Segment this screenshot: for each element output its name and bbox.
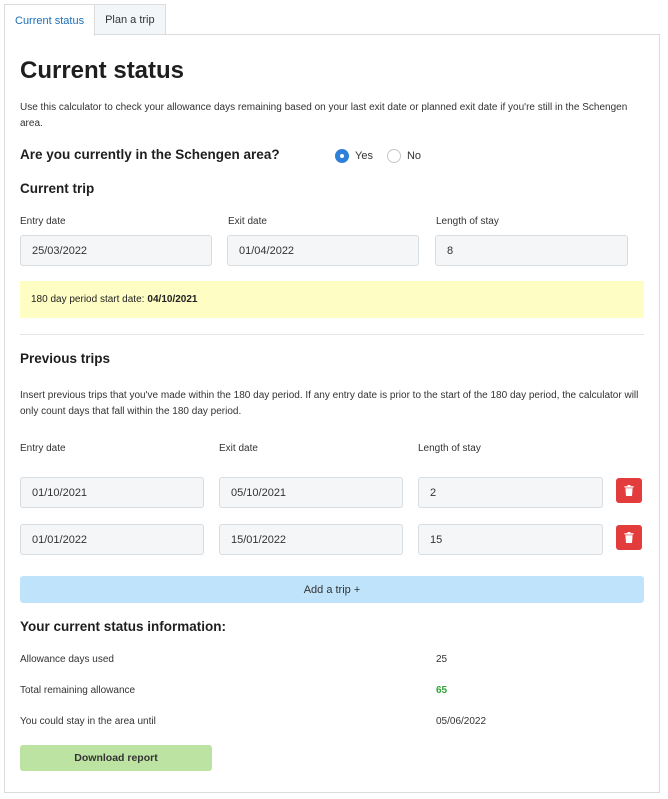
- period-start-notice: [20, 281, 644, 318]
- current-length-label: Length of stay: [436, 216, 499, 227]
- page-description: Use this calculator to check your allowance days remaining based on your last exit date or planned exit date if you're still in the Schengen area.: [20, 102, 628, 129]
- current-exit-date-field[interactable]: 01/04/2022: [227, 235, 419, 266]
- radio-yes-indicator[interactable]: [335, 149, 349, 163]
- previous-trips-heading: Previous trips: [20, 351, 111, 366]
- radio-no-indicator[interactable]: [387, 149, 401, 163]
- download-report-button[interactable]: Download report: [20, 745, 212, 771]
- stay-until-label: You could stay in the area until: [20, 716, 156, 727]
- trip-2-length-field[interactable]: 15: [418, 524, 603, 555]
- current-entry-label: Entry date: [20, 216, 66, 227]
- tab-current-status[interactable]: Current status: [4, 4, 95, 36]
- trip-2-exit-date-field[interactable]: 15/01/2022: [219, 524, 403, 555]
- radio-yes-label: Yes: [355, 150, 373, 162]
- add-trip-button[interactable]: Add a trip +: [20, 576, 644, 603]
- trip-1-exit-date-field[interactable]: 05/10/2021: [219, 477, 403, 508]
- current-entry-date-field[interactable]: 25/03/2022: [20, 235, 212, 266]
- schengen-radio-group: [335, 149, 421, 163]
- tab-bar: [4, 4, 166, 35]
- page-title: Current status: [20, 57, 185, 84]
- current-status-panel: [4, 34, 660, 793]
- schengen-question: Are you currently in the Schengen area?: [20, 147, 280, 162]
- radio-yes[interactable]: [335, 149, 373, 163]
- current-exit-label: Exit date: [228, 216, 267, 227]
- trip-2-entry-date-field[interactable]: 01/01/2022: [20, 524, 204, 555]
- radio-no-label: No: [406, 150, 422, 162]
- stay-until-value: 05/06/2022: [436, 716, 487, 727]
- period-start-value: 04/10/2021: [147, 294, 198, 305]
- section-divider: [20, 334, 644, 335]
- prev-entry-label: Entry date: [20, 443, 66, 454]
- allowance-used-label: Allowance days used: [20, 654, 114, 665]
- prev-exit-label: Exit date: [219, 443, 258, 454]
- current-trip-heading: Current trip: [20, 181, 95, 196]
- current-length-field[interactable]: 8: [435, 235, 628, 266]
- trash-icon: [624, 485, 634, 496]
- radio-no[interactable]: [387, 149, 421, 163]
- trash-icon: [624, 532, 634, 543]
- allowance-used-value: 25: [436, 654, 448, 665]
- trip-1-length-field[interactable]: 2: [418, 477, 603, 508]
- period-start-label: 180 day period start date:: [31, 294, 145, 305]
- remaining-allowance-value: 65: [436, 685, 448, 696]
- status-info-heading: Your current status information:: [20, 619, 227, 634]
- trip-2-delete-button[interactable]: [616, 525, 642, 550]
- remaining-allowance-label: Total remaining allowance: [20, 685, 136, 696]
- prev-length-label: Length of stay: [418, 443, 481, 454]
- trip-1-delete-button[interactable]: [616, 478, 642, 503]
- tab-plan-a-trip[interactable]: Plan a trip: [95, 4, 166, 35]
- previous-trips-description: Insert previous trips that you've made within the 180 day period. If any entry date is prior to the start of the 180 day period, the calculator will only count days that fall within the 180 day period.: [20, 390, 639, 417]
- trip-1-entry-date-field[interactable]: 01/10/2021: [20, 477, 204, 508]
